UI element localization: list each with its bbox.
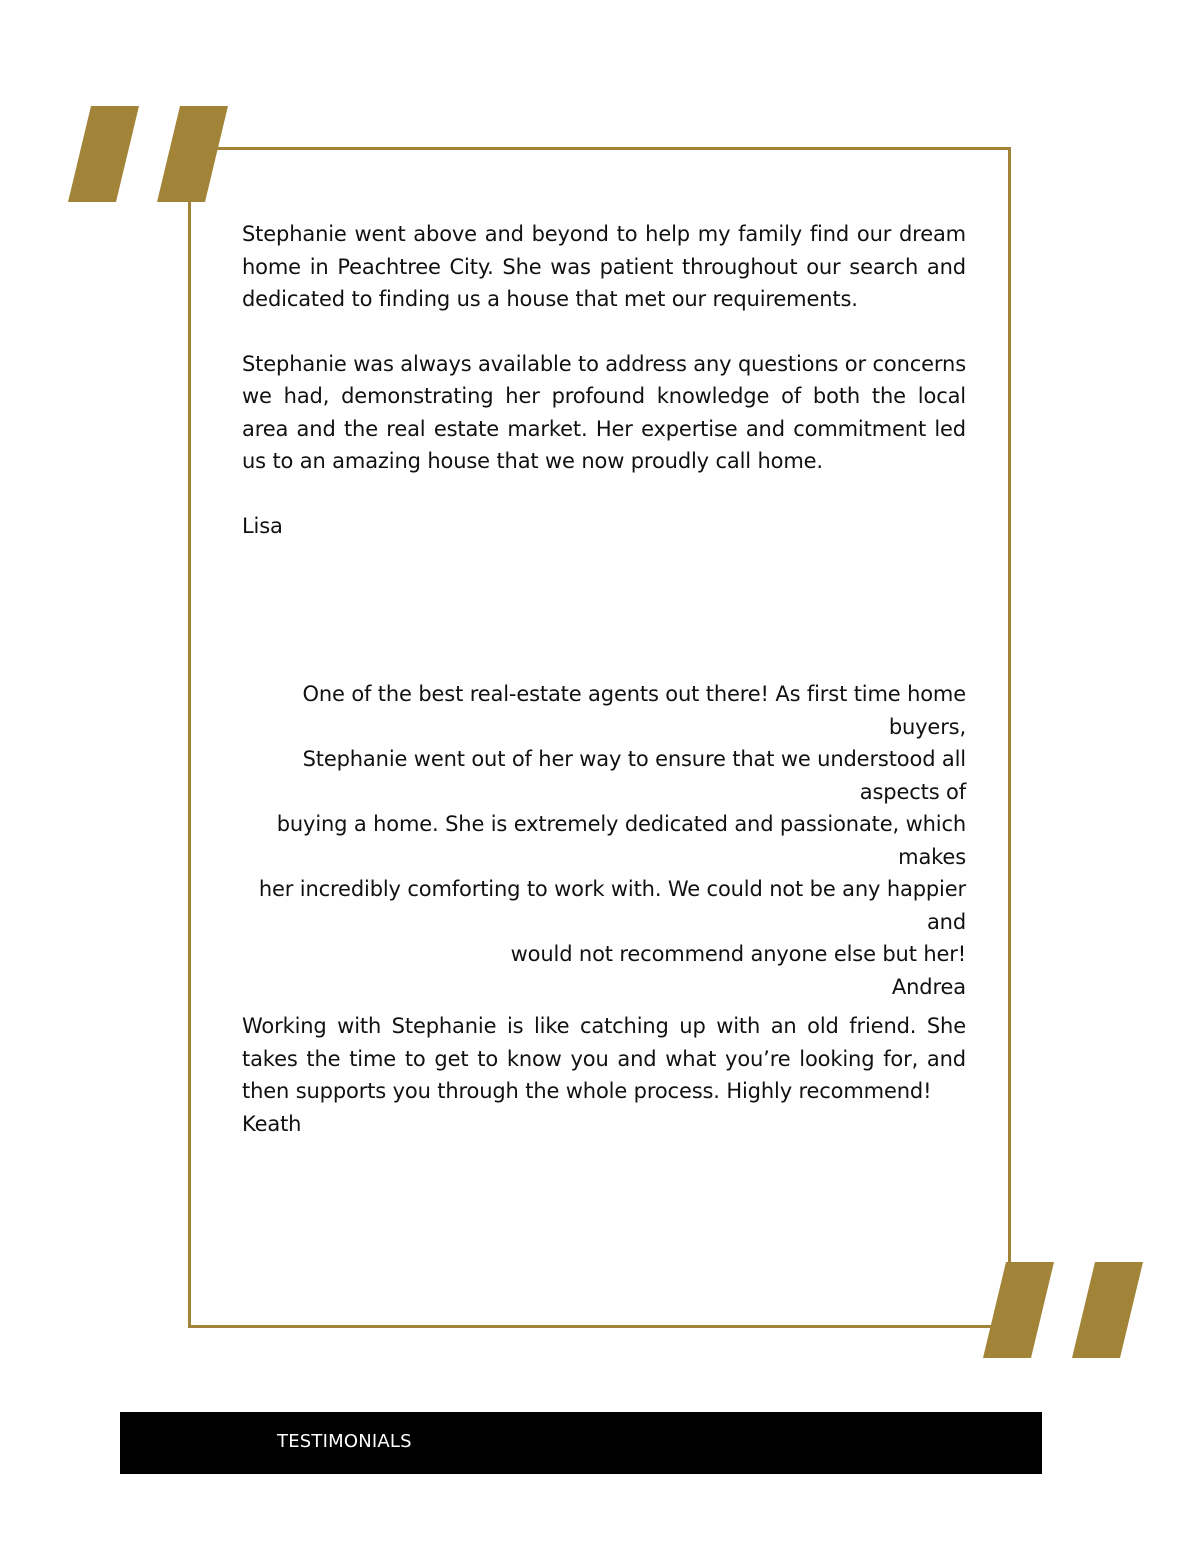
testimonial-author: Keath xyxy=(242,1111,302,1136)
testimonial-line: would not recommend anyone else but her! xyxy=(510,942,966,966)
testimonial-line: her incredibly comforting to work with. We could not be any happier and xyxy=(258,877,966,934)
testimonial-author: Lisa xyxy=(242,513,283,538)
testimonial-paragraph: Working with Stephanie is like catching up with an old friend. She takes the time to get to know you and what you’re looking for, and then supports you through the whole process. Highly recommend! xyxy=(242,1014,966,1103)
testimonial-line: buying a home. She is extremely dedicated and passionate, which makes xyxy=(276,812,966,869)
testimonial-line: Stephanie went out of her way to ensure that we understood all aspects of xyxy=(302,747,966,804)
footer-title: TESTIMONIALS xyxy=(277,1431,412,1452)
testimonial-author: Andrea xyxy=(891,974,966,999)
closing-quote-icon xyxy=(978,1258,1158,1362)
testimonial-paragraph: Stephanie went above and beyond to help my family find our dream home in Peachtree City. She was patient throughout our search and dedicated to finding us a house that met our requirements. xyxy=(242,222,966,311)
testimonial-lisa xyxy=(242,218,966,542)
testimonial-paragraph: Stephanie was always available to address any questions or concerns we had, demonstrating her profound knowledge of both the local area and the real estate market. Her expertise and commitment led us to an amazing house that we now proudly call home. xyxy=(242,351,966,473)
testimonial-line: One of the best real-estate agents out there! As first time home buyers, xyxy=(302,682,966,739)
opening-quote-icon xyxy=(60,102,240,206)
testimonial-andrea xyxy=(226,678,966,1003)
testimonial-keath xyxy=(242,1010,966,1140)
footer-bar xyxy=(120,1412,1042,1474)
